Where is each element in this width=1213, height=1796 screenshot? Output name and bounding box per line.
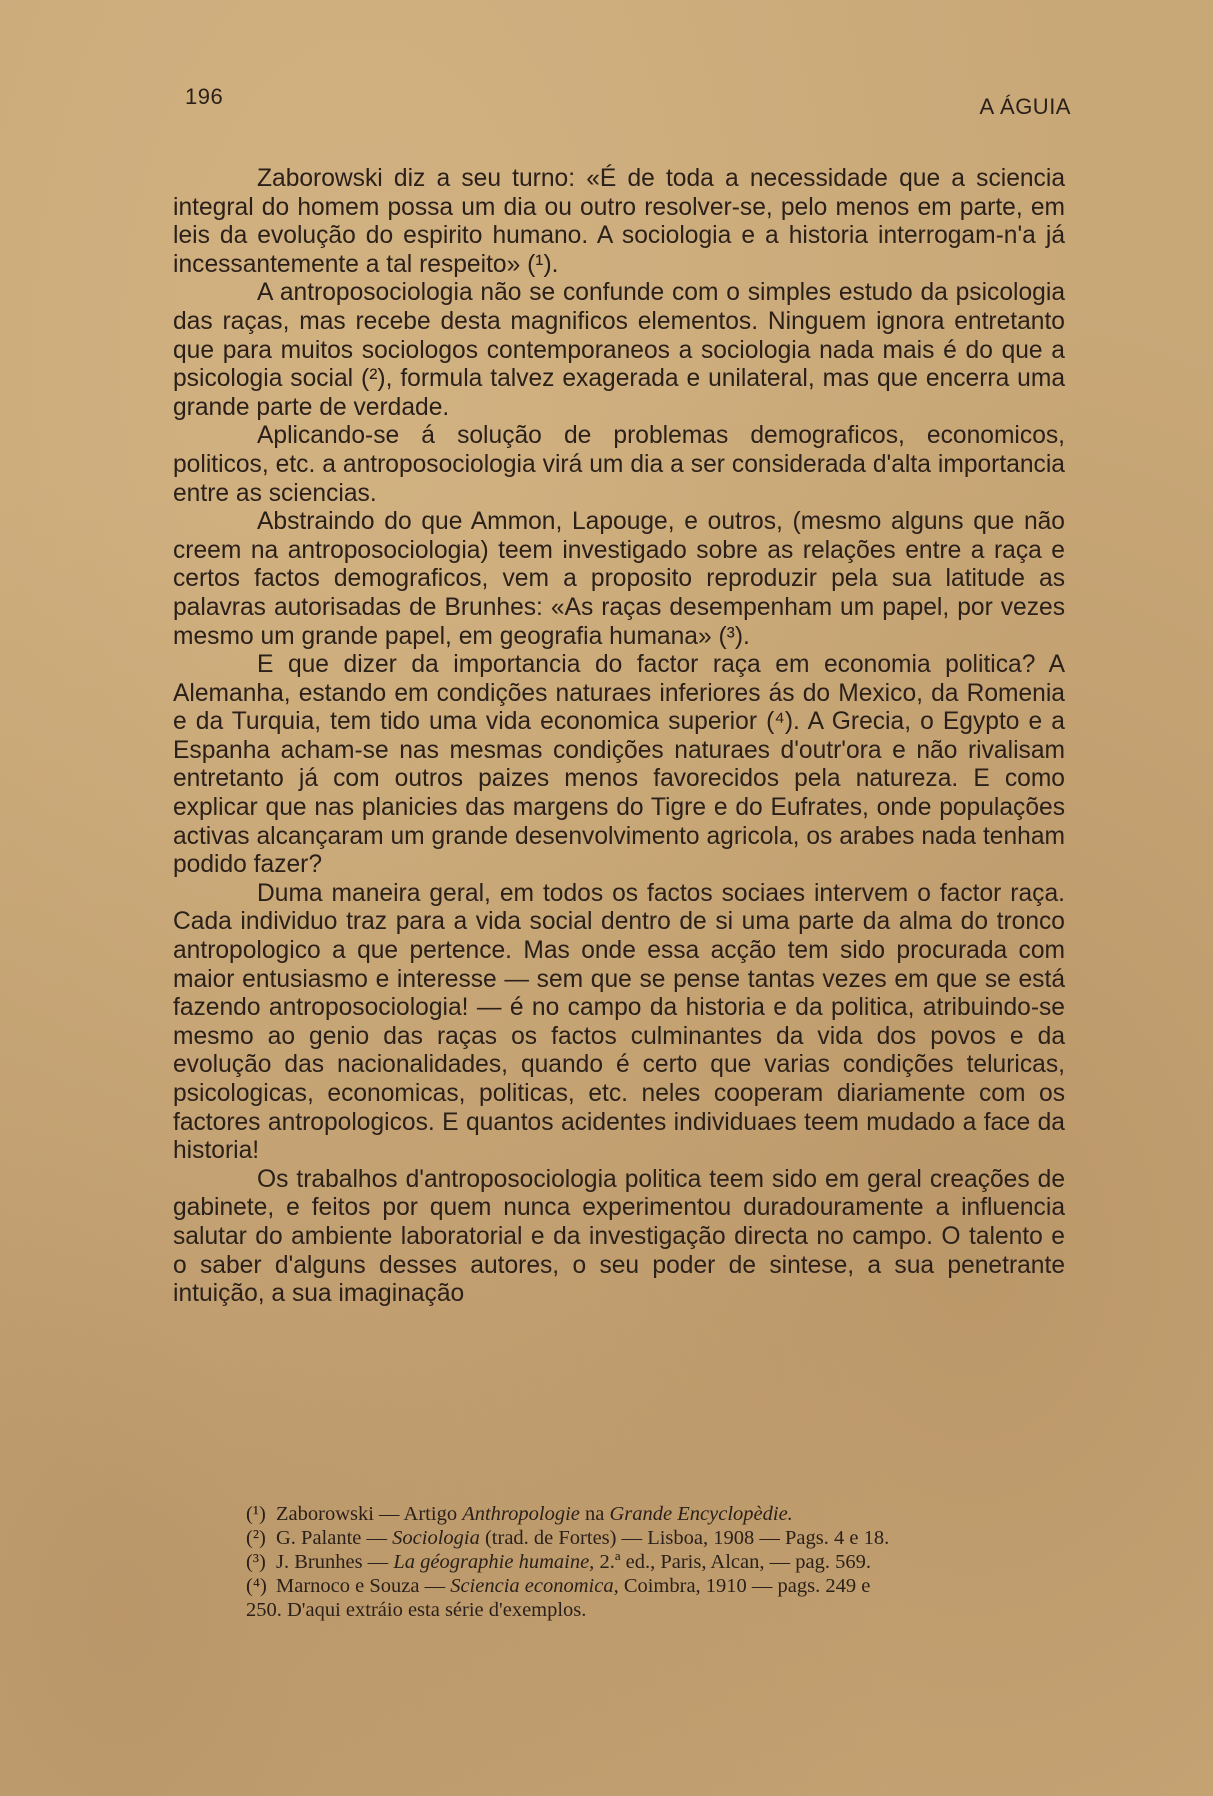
footnote-text: (trad. de Fortes) — Lisboa, 1908 — Pags. 4 e 18. xyxy=(479,1527,890,1549)
footnote-text: Coimbra, 1910 — pags. 249 e xyxy=(618,1575,871,1597)
running-title: A ÁGUIA xyxy=(979,94,1071,119)
footnote-continuation: 250. D'aqui extráio esta série d'exemplos. xyxy=(246,1599,587,1621)
page-number: 196 xyxy=(185,84,224,109)
paragraph: Zaborowski diz a seu turno: «É de toda a necessidade que a sciencia integral do homem possa um dia ou outro resolver-se, pelo menos em parte, em leis da evolução do espirito humano. A sociologia e a historia interrogam-n'a já incessantemente a tal respeito» (¹). xyxy=(173,165,1065,278)
footnote-number: (³) xyxy=(246,1551,266,1573)
footnote xyxy=(246,1526,1066,1550)
footnote-title: Sociologia xyxy=(392,1527,480,1549)
footnote-title: La géographie humaine, xyxy=(393,1551,595,1573)
footnote-title: Anthropologie xyxy=(462,1503,580,1525)
footnote-title: Grande Encyclopèdie. xyxy=(609,1503,793,1525)
footnote-number: (⁴) xyxy=(246,1575,267,1597)
footnote xyxy=(246,1502,1066,1526)
footnote-title: Sciencia economica, xyxy=(450,1575,619,1597)
paragraph: Duma maneira geral, em todos os factos sociaes intervem o factor raça. Cada individuo traz para a vida social dentro de si uma parte da alma do tronco antropologico a que pertence. Mas onde essa acção tem sido procurada com maior entusiasmo e interesse — sem que se pense tantas vezes em que se está fazendo antroposociologia! — é no campo da historia e da politica, atribuindo-se mesmo ao genio das raças os factos culminantes da vida dos povos e da evolução das nacionalidades, quando é certo que varias condições teluricas, psicologicas, economicas, politicas, etc. neles cooperam diariamente com os factores antropologicos. E quantos acidentes individuaes teem mudado a face da historia! xyxy=(173,879,1065,1165)
footnote-text: 2.ª ed., Paris, Alcan, — pag. 569. xyxy=(594,1551,871,1573)
paragraph: A antroposociologia não se confunde com o simples estudo da psicologia das raças, mas recebe desta magnificos elementos. Ninguem ignora entretanto que para muitos sociologos contemporaneos a sociologia nada mais é do que a psicologia social (²), formula talvez exagerada e unilateral, mas que encerra uma grande parte de verdade. xyxy=(173,279,1065,421)
paragraph: Os trabalhos d'antroposociologia politica teem sido em geral creações de gabinete, e feitos por quem nunca experimentou duradouramente a influencia salutar do ambiente laboratorial e da investigação directa no campo. O talento e o saber d'alguns desses autores, o seu poder de sintese, a sua penetrante intuição, a sua imaginação xyxy=(173,1165,1065,1308)
footnote-text: Zaborowski — Artigo xyxy=(276,1503,463,1525)
page-header xyxy=(185,84,1071,120)
footnote-text: J. Brunhes — xyxy=(276,1551,394,1573)
footnote xyxy=(246,1574,1066,1598)
paragraph: Aplicando-se á solução de problemas demograficos, economicos, politicos, etc. a antroposociologia virá um dia a ser considerada d'alta importancia entre as sciencias. xyxy=(173,422,1065,507)
footnote-text: na xyxy=(579,1503,610,1525)
footnote-text: G. Palante — xyxy=(276,1527,393,1549)
body-text xyxy=(173,165,1065,1309)
footnote-text: Marnoco e Souza — xyxy=(276,1575,451,1597)
footnotes xyxy=(246,1502,1066,1622)
paragraph: Abstraindo do que Ammon, Lapouge, e outros, (mesmo alguns que não creem na antroposociologia) teem investigado sobre as relações entre a raça e certos factos demograficos, vem a proposito reproduzir pela sua latitude as palavras autorisadas de Brunhes: «As raças desempenham um papel, por vezes mesmo um grande papel, em geografia humana» (³). xyxy=(173,508,1065,650)
paragraph: E que dizer da importancia do factor raça em economia politica? A Alemanha, estando em condições naturaes inferiores ás do Mexico, da Romenia e da Turquia, tem tido uma vida economica superior (⁴). A Grecia, o Egypto e a Espanha acham-se nas mesmas condições naturaes d'outr'ora e não rivalisam entretanto já com outros paizes menos favorecidos pela natureza. E como explicar que nas planicies das margens do Tigre e do Eufrates, onde populações activas alcançaram um grande desenvolvimento agricola, os arabes nada tenham podido fazer? xyxy=(173,651,1065,879)
footnote-number: (¹) xyxy=(246,1503,266,1525)
footnote xyxy=(246,1550,1066,1574)
footnote-number: (²) xyxy=(246,1527,266,1549)
